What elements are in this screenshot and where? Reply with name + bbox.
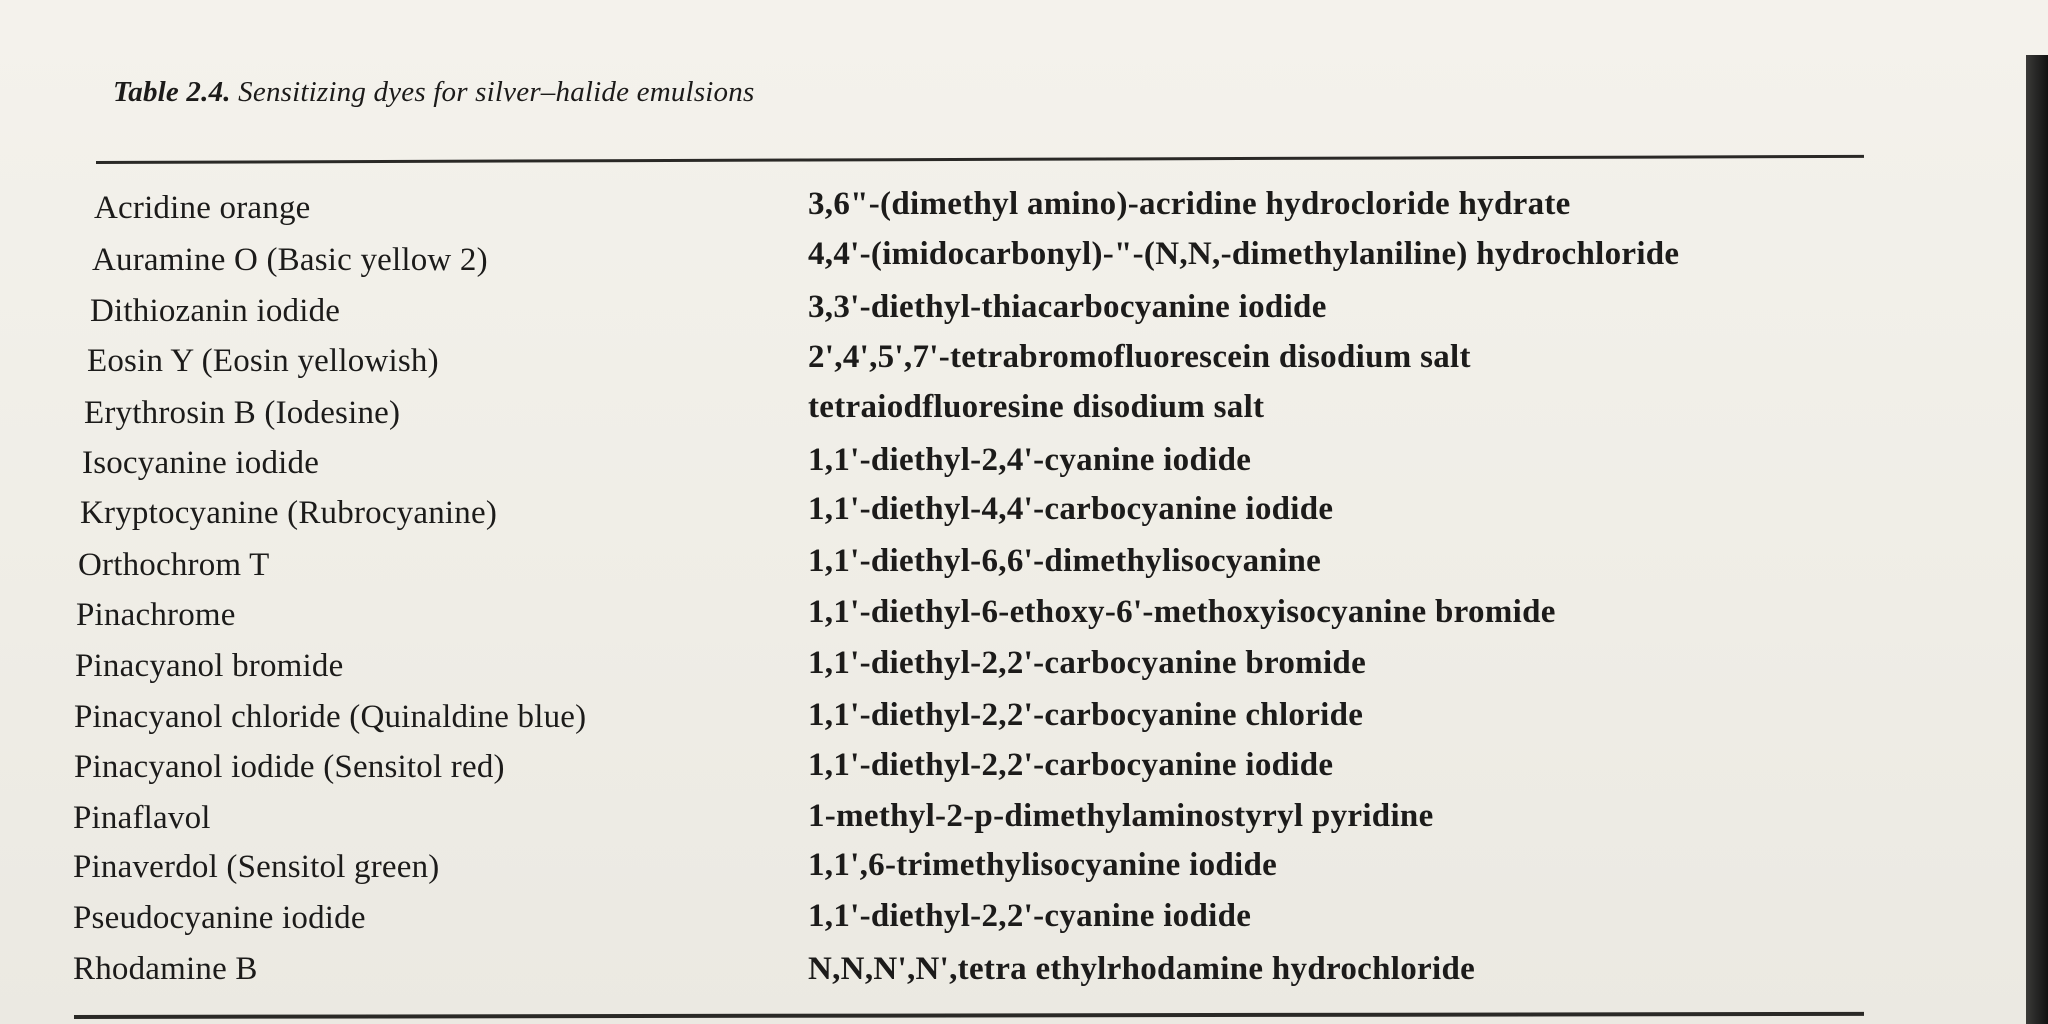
dye-chemical-name: 3,6"-(dimethyl amino)-acridine hydrocloride hydrate [808, 186, 1571, 222]
dye-chemical-name: 1,1'-diethyl-4,4'-carbocyanine iodide [808, 491, 1334, 527]
table-row [0, 844, 2048, 890]
table-row [0, 390, 2048, 436]
table-caption-label: Table 2.4. [113, 76, 231, 108]
dye-chemical-name: tetraiodfluoresine disodium salt [808, 389, 1265, 425]
dye-chemical-name: 1,1'-diethyl-2,2'-cyanine iodide [808, 898, 1252, 934]
dye-chemical-name: 3,3'-diethyl-thiacarbocyanine iodide [808, 289, 1327, 325]
table-row [0, 744, 2048, 790]
table-row [0, 643, 2048, 689]
dye-name: Pinacyanol iodide (Sensitol red) [74, 749, 505, 785]
table-row [0, 288, 2048, 334]
dye-chemical-name: 1,1'-diethyl-2,2'-carbocyanine chloride [808, 697, 1364, 733]
table-row [0, 237, 2048, 283]
table-row [0, 895, 2048, 941]
table-row [0, 490, 2048, 536]
dye-name: Orthochrom T [78, 547, 270, 583]
table-row [0, 542, 2048, 588]
dye-name: Dithiozanin iodide [90, 293, 341, 329]
table-row [0, 185, 2048, 231]
dye-name: Isocyanine iodide [82, 445, 320, 481]
table-caption-title: Sensitizing dyes for silver–halide emulsions [230, 76, 755, 108]
dye-chemical-name: N,N,N',N',tetra ethylrhodamine hydrochloride [808, 951, 1476, 987]
table-row [0, 795, 2048, 841]
dye-chemical-name: 1-methyl-2-p-dimethylaminostyryl pyridine [808, 798, 1434, 834]
dye-chemical-name: 1,1',6-trimethylisocyanine iodide [808, 847, 1278, 883]
dye-chemical-name: 1,1'-diethyl-2,2'-carbocyanine iodide [808, 747, 1334, 783]
dye-name: Erythrosin B (Iodesine) [84, 395, 401, 431]
table-row [0, 946, 2048, 992]
dye-name: Pinaflavol [73, 800, 211, 836]
dye-chemical-name: 1,1'-diethyl-6,6'-dimethylisocyanine [808, 543, 1322, 579]
table-row [0, 694, 2048, 740]
dye-chemical-name: 1,1'-diethyl-6-ethoxy-6'-methoxyisocyanine bromide [808, 594, 1556, 630]
dye-chemical-name: 2',4',5',7'-tetrabromofluorescein disodium salt [808, 339, 1471, 375]
dye-name: Acridine orange [94, 190, 311, 226]
dye-chemical-name: 1,1'-diethyl-2,4'-cyanine iodide [808, 442, 1252, 478]
dye-name: Pseudocyanine iodide [73, 900, 366, 936]
dye-name: Eosin Y (Eosin yellowish) [87, 343, 439, 379]
table-row [0, 592, 2048, 638]
dye-name: Kryptocyanine (Rubrocyanine) [80, 495, 498, 531]
dye-name: Pinachrome [76, 597, 236, 633]
dye-name: Pinaverdol (Sensitol green) [73, 849, 440, 885]
dye-chemical-name: 4,4'-(imidocarbonyl)-"-(N,N,-dimethylaniline) hydrochloride [808, 236, 1680, 272]
dye-name: Pinacyanol bromide [75, 648, 344, 684]
table-row [0, 440, 2048, 486]
dye-name: Pinacyanol chloride (Quinaldine blue) [74, 699, 587, 735]
table-row [0, 338, 2048, 384]
dye-name: Rhodamine B [73, 951, 258, 987]
dye-name: Auramine O (Basic yellow 2) [92, 242, 488, 278]
dye-chemical-name: 1,1'-diethyl-2,2'-carbocyanine bromide [808, 645, 1367, 681]
